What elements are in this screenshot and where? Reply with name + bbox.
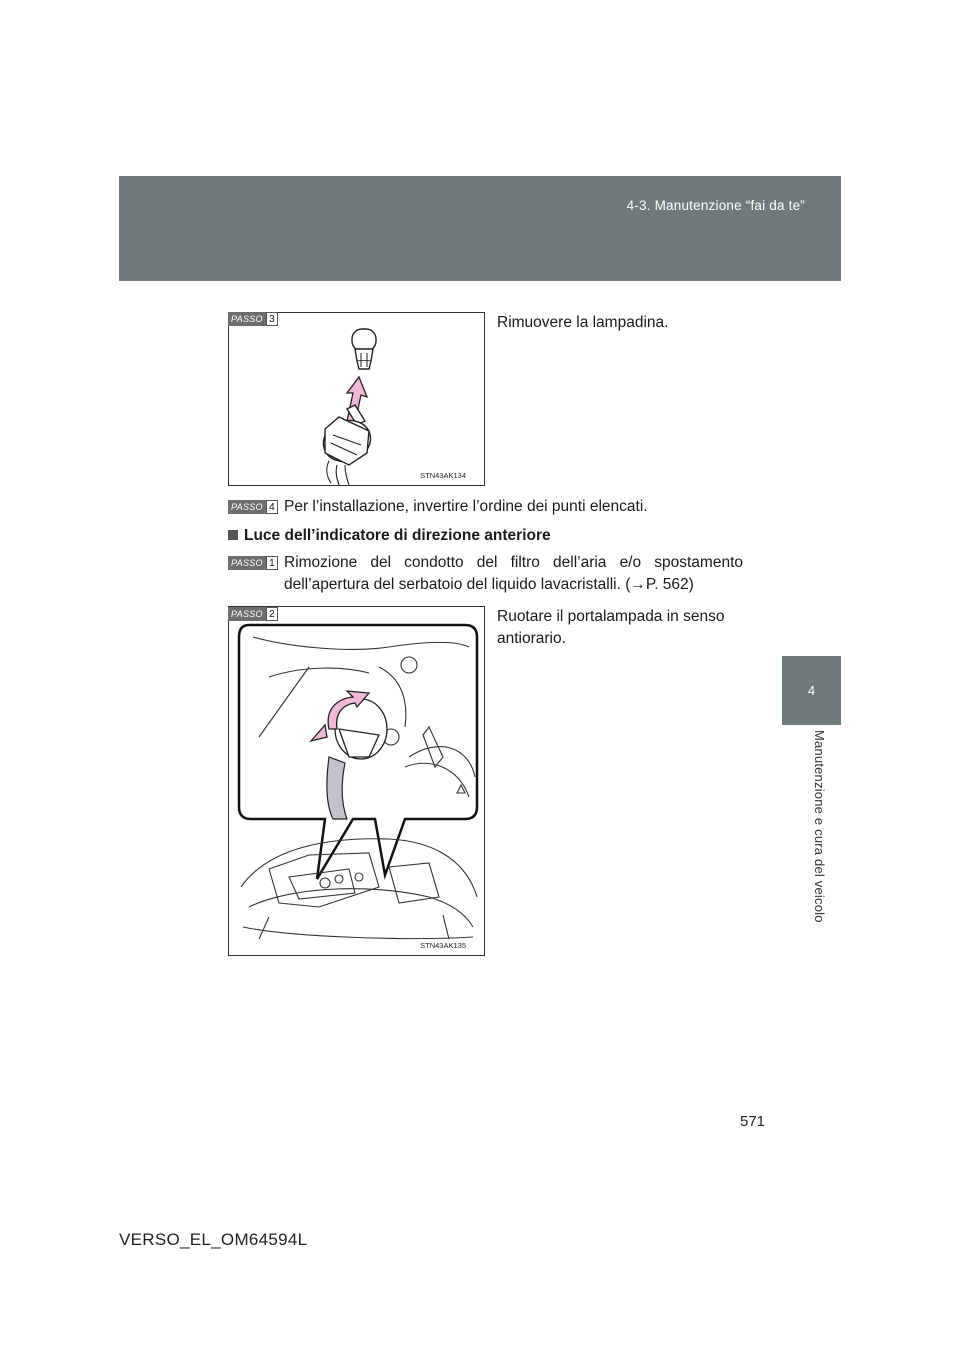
step-number: 3 [266, 312, 278, 326]
square-bullet-icon [228, 530, 238, 540]
figure-bulb-removal [228, 312, 485, 486]
step-number: 1 [266, 556, 278, 570]
section-title: 4-3. Manutenzione “fai da te” [626, 198, 805, 213]
section-heading [228, 525, 551, 547]
figure-bulb-holder [228, 606, 485, 956]
step-number: 4 [266, 500, 278, 514]
step-2-tag [228, 607, 278, 621]
step-1-tag [228, 556, 278, 570]
chapter-number: 4 [807, 683, 816, 698]
chapter-tab [782, 656, 841, 725]
figure-code: STN43AK134 [420, 471, 466, 480]
step-word: PASSO [228, 312, 266, 326]
step-3-tag [228, 312, 278, 326]
step-4-tag [228, 500, 278, 514]
step-1-line-1: Rimozione del condotto del filtro dell’aria e/o spostamento [284, 554, 743, 571]
header-band [119, 176, 841, 281]
chapter-label: Manutenzione e cura del veicolo [812, 730, 827, 923]
step-word: PASSO [228, 500, 266, 514]
step-2-caption-line-1: Ruotare il portalampada in senso [497, 608, 725, 625]
step-1-line-2: dell’apertura del serbatoio del liquido lavacristalli. (→P. 562) [284, 576, 694, 593]
page-number: 571 [740, 1113, 766, 1130]
step-2-caption-line-2: antiorario. [497, 630, 566, 647]
bulb-holder-illustration [229, 607, 484, 955]
step-3-caption: Rimuovere la lampadina. [497, 314, 669, 331]
step-word: PASSO [228, 556, 266, 570]
section-heading-text: Luce dell’indicatore di direzione anteriore [244, 527, 551, 544]
step-number: 2 [266, 607, 278, 621]
step-word: PASSO [228, 607, 266, 621]
footer-document-code: VERSO_EL_OM64594L [119, 1230, 308, 1249]
step-4-text: Per l’installazione, invertire l’ordine dei punti elencati. [284, 498, 648, 515]
figure-code: STN43AK135 [420, 941, 466, 950]
bulb-removal-illustration [229, 313, 484, 485]
